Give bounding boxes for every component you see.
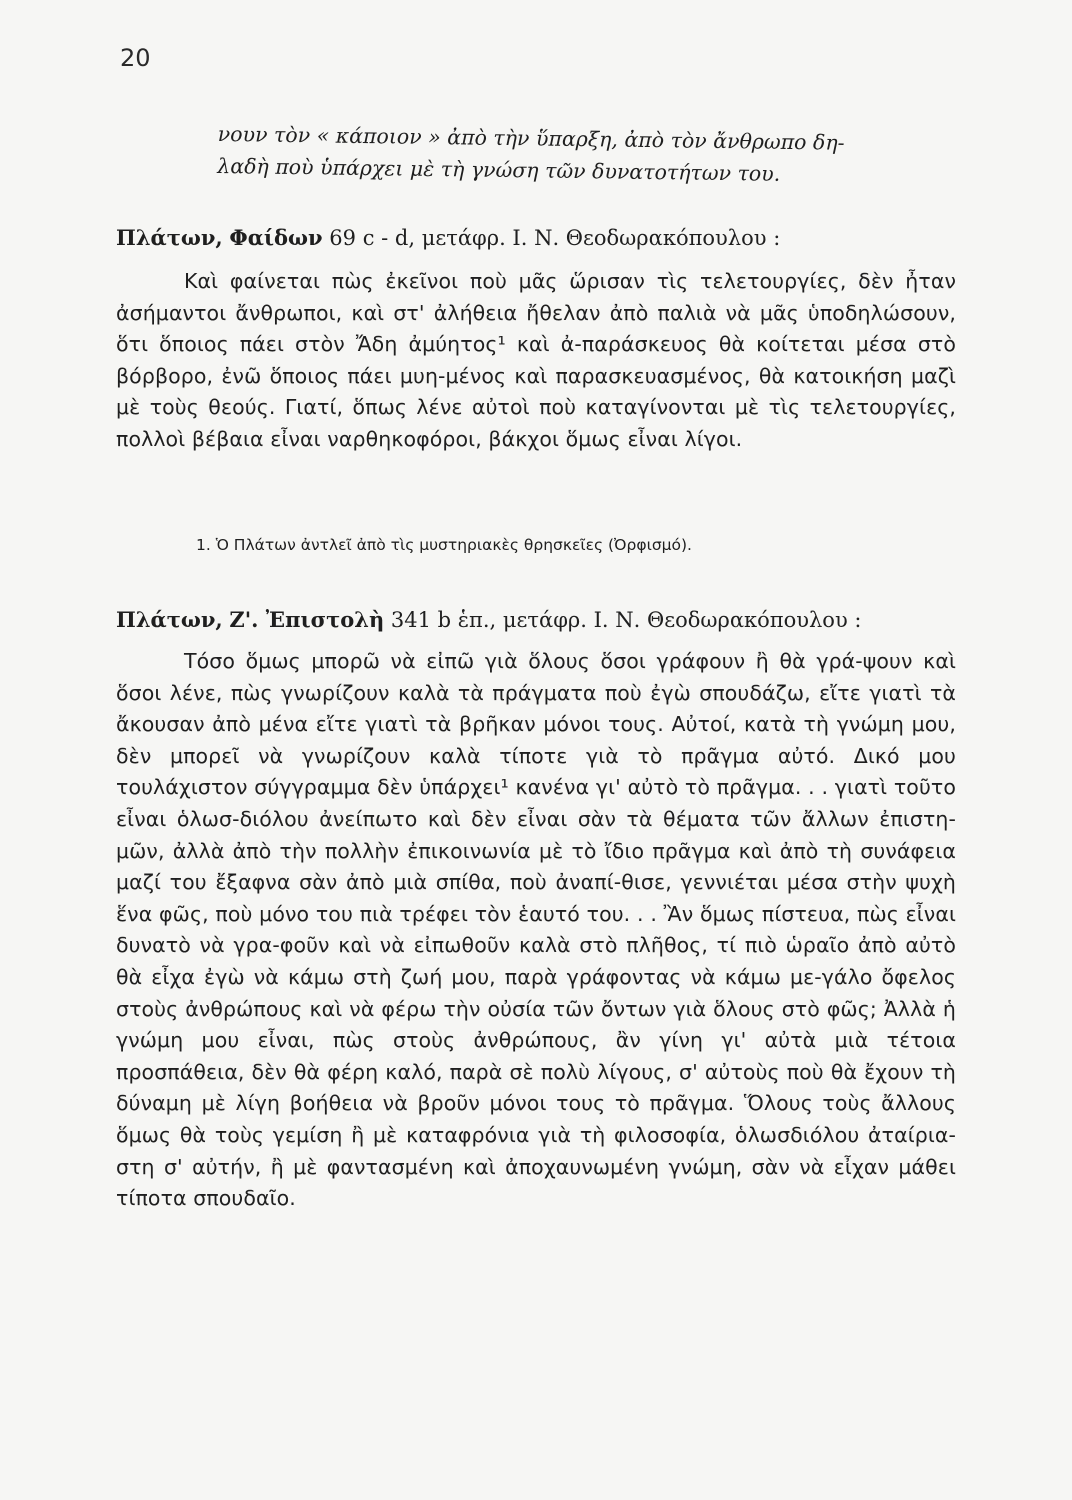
source-reference: 341 b ἑπ., μετάφρ. Ι. Ν. Θεοδωρακόπουλου : [390, 608, 862, 632]
source-author: Πλάτων, [116, 607, 223, 632]
source-reference: 69 c - d, μετάφρ. Ι. Ν. Θεοδωρακόπουλου : [329, 226, 781, 250]
source-heading-phaedo [116, 222, 976, 254]
quote-paragraph: Τόσο ὅμως μπορῶ νὰ εἰπῶ γιὰ ὅλους ὅσοι γράφουν ἢ θὰ γρά-ψουν καὶ ὅσοι λένε, πὼς γνωρίζουν καλὰ τὰ πράγματα ποὺ ἐγὼ σπουδάζω, εἴτε γιατὶ τὰ ἄκουσαν ἀπὸ μένα εἴτε γιατὶ τὰ βρῆκαν μόνοι τους. Αὐτοί, κατὰ τὴ γνώμη μου, δὲν μπορεῖ νὰ γνωρίζουν καλὰ τίποτε γιὰ τὸ πρᾶγμα αὐτό. Δικό μου τουλάχιστον σύγγραμμα δὲν ὑπάρχει¹ κανένα γι' αὐτὸ τὸ πρᾶγμα. . . γιατὶ τοῦτο εἶναι ὁλωσ-διόλου ἀνείπωτο καὶ δὲν εἶναι σὰν τὰ θέματα τῶν ἄλλων ἐπιστη-μῶν, ἀλλὰ ἀπὸ τὴν πολλὴν ἐπικοινωνία μὲ τὸ ἴδιο πρᾶγμα καὶ ἀπὸ τὴ συνάφεια μαζί του ἔξαφνα σὰν ἀπὸ μιὰ σπίθα, ποὺ ἀναπί-θισε, γεννιέται μέσα στὴν ψυχὴ ἕνα φῶς, ποὺ μόνο του πιὰ τρέφει τὸν ἑαυτό του. . . Ἂν ὅμως πίστευα, πὼς εἶναι δυνατὸ νὰ γρα-φοῦν καὶ νὰ εἰπωθοῦν καλὰ στὸ πλῆθος, τί πιὸ ὡραῖο ἀπὸ αὐτὸ θὰ εἶχα ἐγὼ νὰ κάμω στὴ ζωή μου, παρὰ γράφοντας νὰ κάμω με-γάλο ὄφελος στοὺς ἀνθρώπους καὶ νὰ φέρω τὴν οὐσία τῶν ὄντων γιὰ ὅλους στὸ φῶς; Ἀλλὰ ἡ γνώμη μου εἶναι, πὼς στοὺς ἀνθρώπους, ἂν γίνη γι' αὐτὰ μιὰ τέτοια προσπάθεια, δὲν θὰ φέρη καλό, παρὰ σὲ πολὺ λίγους, σ' αὐτοὺς ποὺ θὰ ἔχουν τὴ δύναμη μὲ λίγη βοήθεια νὰ βροῦν μόνοι τους τὸ πρᾶγμα. Ὅλους τοὺς ἄλλους ὅμως θὰ τοὺς γεμίση ἢ μὲ καταφρόνια γιὰ τὴ φιλοσοφία, ὁλωσδιόλου ἀταίρια-στη σ' αὐτήν, ἢ μὲ φαντασμένη καὶ ἀποχαυνωμένη γνώμη, σὰν νὰ εἶχαν μάθει τίποτα σπουδαῖο. [116, 649, 956, 1211]
intro-line: λαδὴ ποὺ ὑπάρχει μὲ τὴ γνώση τῶν δυνατοτήτων του. [217, 153, 781, 186]
footnote: 1. Ὁ Πλάτων ἀντλεῖ ἀπὸ τὶς μυστηριακὲς θρησκεῖες (Ὀρφισμό). [196, 536, 692, 554]
phaedo-quote [116, 266, 956, 456]
seventh-letter-quote [116, 646, 956, 1215]
intro-text [217, 118, 958, 192]
source-work: Ζ'. Ἐπιστολὴ [229, 607, 385, 632]
source-author: Πλάτων, [116, 225, 223, 250]
quote-paragraph: Καὶ φαίνεται πὼς ἐκεῖνοι ποὺ μᾶς ὥρισαν τὶς τελετουργίες, δὲν ἦταν ἀσήμαντοι ἄνθρωποι, καὶ στ' ἀλήθεια ἤθελαν ἀπὸ παλιὰ νὰ μᾶς ὑποδηλώσουν, ὅτι ὅποιος πάει στὸν Ἄδη ἀμύητος¹ καὶ ἀ-παράσκευος θὰ κοίτεται μέσα στὸ βόρβορο, ἐνῶ ὅποιος πάει μυη-μένος καὶ παρασκευασμένος, θὰ κατοικήση μαζὶ μὲ τοὺς θεούς. Γιατί, ὅπως λένε αὐτοὶ ποὺ καταγίνονται μὲ τὶς τελετουργίες, πολλοὶ βέβαια εἶναι ναρθηκοφόροι, βάκχοι ὅμως εἶναι λίγοι. [116, 269, 956, 451]
page-number: 20 [120, 44, 151, 72]
source-heading-letter [116, 604, 976, 636]
source-work: Φαίδων [229, 225, 323, 250]
intro-line: νουν τὸν « κάποιον » ἀπὸ τὴν ὕπαρξη, ἀπὸ τὸν ἄνθρωπο δη- [217, 121, 845, 155]
